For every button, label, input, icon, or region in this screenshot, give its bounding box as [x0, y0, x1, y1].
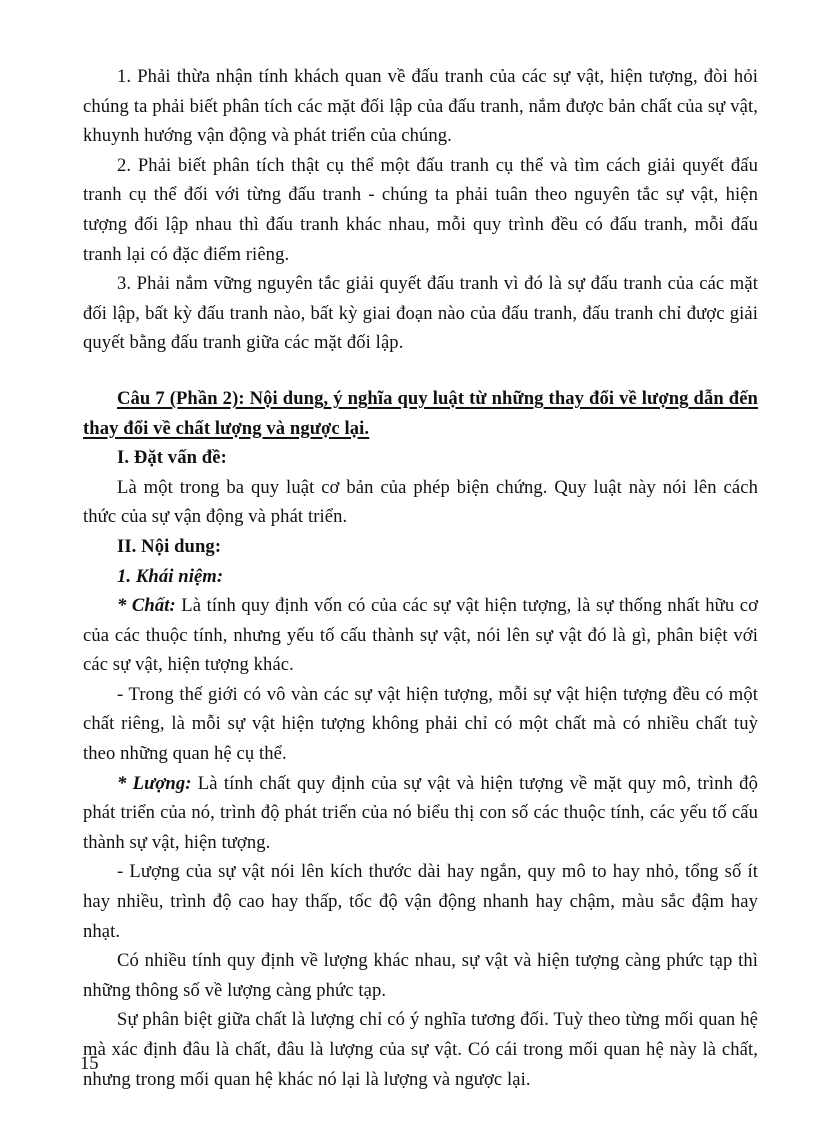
paragraph-chat-definition — [83, 591, 758, 680]
page-number: 15 — [80, 1053, 99, 1074]
section-gap — [83, 358, 758, 384]
term-luong: * Lượng: — [117, 772, 192, 794]
paragraph-relativity: Sự phân biệt giữa chất là lượng chỉ có ý nghĩa tương đối. Tuỳ theo từng mối quan hệ mà xác định đâu là chất, đâu là lượng của sự vật. Có cái trong mối quan hệ này là chất, nhưng trong mối quan hệ khác nó lại là lượng và ngược lại. — [83, 1009, 758, 1090]
subheading-khai-niem: 1. Khái niệm: — [117, 565, 224, 587]
paragraph-complexity: Có nhiều tính quy định về lượng khác nhau, sự vật và hiện tượng càng phức tạp thì những thông số về lượng càng phức tạp. — [83, 950, 758, 1001]
paragraph-chat-detail: - Trong thế giới có vô vàn các sự vật hiện tượng, mỗi sự vật hiện tượng đều có một chất riêng, là mỗi sự vật hiện tượng không phải chỉ có một chất mà có nhiều chất tuỳ theo những quan hệ cụ thể. — [83, 683, 758, 765]
document-page — [83, 62, 758, 1094]
chat-definition-text: Là tính quy định vốn có của các sự vật hiện tượng, là sự thống nhất hữu cơ của các thuộc tính, nhưng yếu tố cấu thành sự vật, nói lên sự vật đó là gì, phân biệt với các sự vật, hiện tượng khác. — [83, 595, 759, 676]
term-chat: * Chất: — [117, 595, 176, 617]
paragraph-luong-detail: - Lượng của sự vật nói lên kích thước dài hay ngắn, quy mô to hay nhỏ, tổng số ít hay nhiều, trình độ cao hay thấp, tốc độ vận động nhanh hay chậm, màu sắc đậm hay nhạt. — [83, 861, 758, 942]
question-title: Câu 7 (Phần 2): Nội dung, ý nghĩa quy luật từ những thay đổi về lượng dẫn đến thay đổi về chất lượng và ngược lại. — [83, 387, 758, 439]
paragraph-point-2: 2. Phải biết phân tích thật cụ thể một đấu tranh cụ thể và tìm cách giải quyết đấu tranh cụ thể đối với từng đấu tranh - chúng ta phải tuân theo nguyên tắc sự vật, hiện tượng đối lập nhau thì đấu tranh khác nhau, mỗi quy trình đều có đấu tranh, mỗi đấu tranh lại có đặc điểm riêng. — [83, 154, 758, 265]
paragraph-luong-definition — [83, 769, 758, 858]
paragraph-dat-van-de: Là một trong ba quy luật cơ bản của phép biện chứng. Quy luật này nói lên cách thức của sự vận động và phát triển. — [83, 476, 758, 528]
paragraph-point-3: 3. Phải nắm vững nguyên tắc giải quyết đấu tranh vì đó là sự đấu tranh của các mặt đối lập, bất kỳ đấu tranh nào, bất kỳ giai đoạn nào của đấu tranh, đấu tranh chỉ được giải quyết bằng đấu tranh giữa các mặt đối lập. — [83, 273, 758, 354]
section-heading-noi-dung: II. Nội dung: — [117, 535, 222, 557]
luong-definition-text: Là tính chất quy định của sự vật và hiện tượng về mặt quy mô, trình độ phát triển của nó, trình độ phát triển của nó biểu thị con số các thuộc tính, các yếu tố cấu thành sự vật, hiện tượng. — [83, 772, 758, 853]
paragraph-point-1: 1. Phải thừa nhận tính khách quan về đấu tranh của các sự vật, hiện tượng, đòi hỏi chúng ta phải biết phân tích các mặt đối lập của đấu tranh, nắm được bản chất của sự vật, khuynh hướng vận động và phát triển của chúng. — [83, 66, 758, 147]
section-heading-dat-van-de: I. Đặt vấn đề: — [117, 447, 227, 469]
